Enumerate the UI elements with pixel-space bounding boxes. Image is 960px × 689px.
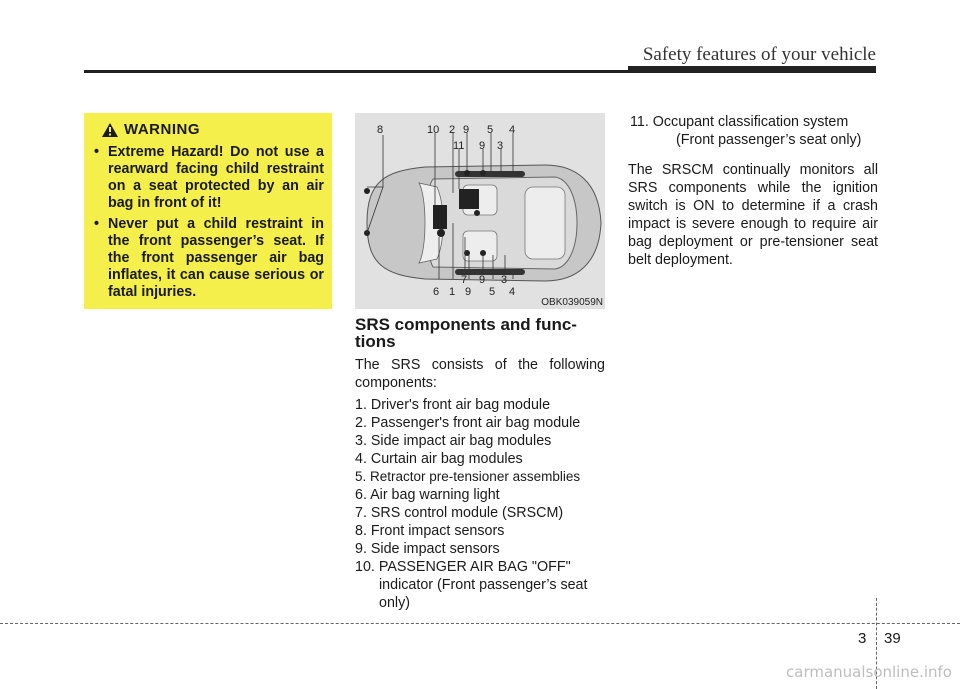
section-title <box>355 316 605 350</box>
callout-label: 10 <box>427 124 440 136</box>
callout-label: 7 <box>461 274 468 286</box>
callout-label: 6 <box>433 286 440 298</box>
warning-title: WARNING <box>124 121 200 138</box>
header-tab <box>628 66 876 73</box>
diagram-code: OBK039059N <box>541 297 603 308</box>
callout-label: 4 <box>509 286 516 298</box>
callout-label: 9 <box>465 286 472 298</box>
component-list <box>355 396 605 612</box>
warning-box <box>84 113 332 309</box>
callout-label: 4 <box>509 124 516 136</box>
warning-bullet: • Extreme Hazard! Do not use a rearward facing child restraint on a seat protected by an air bag in front of it! <box>94 144 324 212</box>
component-item-11-line1: 11. Occupant classification system <box>630 114 849 130</box>
watermark: carmanualsonline.info <box>786 663 952 681</box>
component-item-11-line2: (Front passenger’s seat only) <box>676 132 862 148</box>
callout-label: 9 <box>463 124 470 136</box>
component-item: 3. Side impact air bag modules <box>355 433 552 449</box>
page-number: 39 <box>884 630 901 647</box>
component-item: 7. SRS control module (SRSCM) <box>355 505 564 521</box>
callout-label: 3 <box>501 274 508 286</box>
section-title-line: tions <box>355 332 396 351</box>
callout-label: 1 <box>449 286 456 298</box>
warning-list <box>94 144 324 301</box>
component-item: 5. Retractor pre-tensioner assemblies <box>355 469 581 484</box>
component-item: 10. PASSENGER AIR BAG "OFF" indicator (Front passenger’s seat only) <box>355 559 588 611</box>
callout-label: 9 <box>479 274 486 286</box>
car-top-view-illustration <box>355 113 605 309</box>
srs-components-diagram <box>355 113 605 309</box>
callout-label: 8 <box>377 124 384 136</box>
warning-triangle-icon <box>102 123 118 137</box>
srscm-paragraph: The SRSCM continually monitors all SRS components while the ignition switch is ON to determine if a crash impact is severe enough to require air bag deployment or pre-tensioner seat belt deployment. <box>628 162 878 268</box>
callout-label: 11 <box>453 140 465 152</box>
component-item: 6. Air bag warning light <box>355 487 500 503</box>
warning-header <box>102 121 324 138</box>
callout-label: 5 <box>489 286 496 298</box>
component-item: 4. Curtain air bag modules <box>355 451 523 467</box>
callout-label: 3 <box>497 140 504 152</box>
footer-rule <box>0 623 960 624</box>
section-intro: The SRS consists of the following components: <box>355 357 605 391</box>
callout-label: 5 <box>487 124 494 136</box>
component-item: 1. Driver's front air bag module <box>355 397 551 413</box>
component-item: 9. Side impact sensors <box>355 541 500 557</box>
chapter-number: 3 <box>858 630 867 647</box>
component-item: 8. Front impact sensors <box>355 523 505 539</box>
right-column <box>628 113 878 269</box>
section-title-line: SRS components and func- <box>355 315 577 334</box>
page-header-title: Safety features of your vehicle <box>642 44 876 65</box>
callout-label: 2 <box>449 124 456 136</box>
component-item: 2. Passenger's front air bag module <box>355 415 581 431</box>
warning-bullet: • Never put a child restraint in the front passenger’s seat. If the front passenger air bag inflates, it can cause serious or fatal injuries. <box>94 216 324 301</box>
section-body <box>355 356 605 612</box>
component-item-11 <box>630 113 878 149</box>
callout-label: 9 <box>479 140 486 152</box>
